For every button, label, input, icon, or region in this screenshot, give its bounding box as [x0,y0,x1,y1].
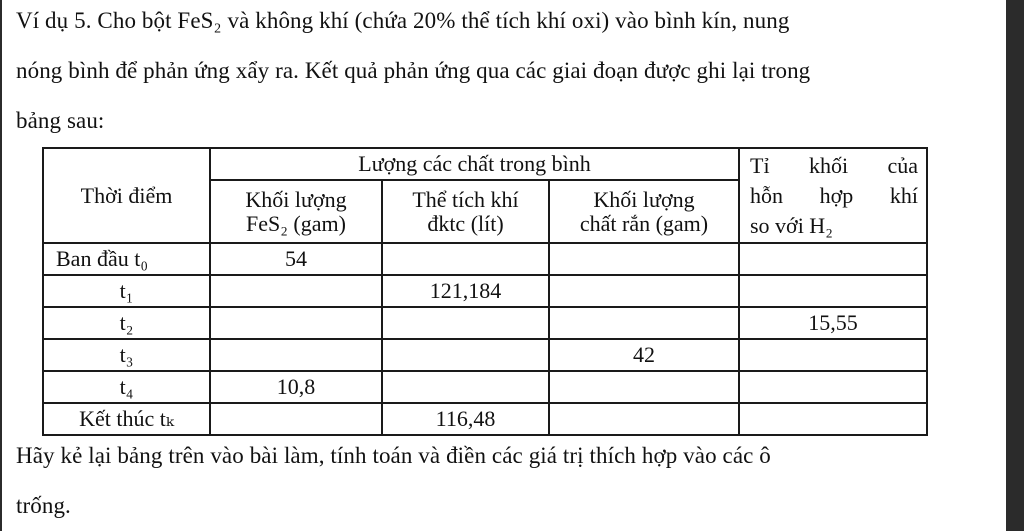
cell-fes2: 54 [210,243,382,275]
table-row [43,307,927,339]
cell-solid: 42 [549,339,739,371]
cell-solid [549,371,739,403]
cell-fes2 [210,307,382,339]
cell-fes2 [210,275,382,307]
cell-time: t₂ [43,307,210,339]
header-ratio-line-3: so với H₂ [750,213,833,238]
header-fes2-mass [210,180,382,243]
header-group: Lượng các chất trong bình [210,148,739,180]
cell-solid [549,307,739,339]
intro-line-3: bảng sau: [16,108,105,133]
header-fes2-line-1: Khối lượng [245,186,347,212]
header-ratio-word: của [887,153,918,178]
header-solid-line-2: chất rắn (gam) [579,210,709,236]
cell-solid [549,275,739,307]
cell-fes2 [210,339,382,371]
intro-line-1: Ví dụ 5. Cho bột FeS₂ và không khí (chứa 20% thể tích khí oxi) vào bình kín, nung [16,8,790,33]
cell-time: Kết thúc tₖ [43,403,210,435]
header-gas-line-1: Thể tích khí [412,186,519,212]
header-ratio-word: khối [808,153,849,178]
cell-ratio: 15,55 [739,307,927,339]
header-gas-line-2: đktc (lít) [427,210,504,236]
cell-gas: 116,48 [382,403,549,435]
cell-gas [382,307,549,339]
table-row [43,243,927,275]
cell-time: t₃ [43,339,210,371]
header-solid-line-1: Khối lượng [593,186,695,212]
outro-line-2: trống. [16,493,71,518]
header-ratio-word: Tỉ [750,153,770,178]
header-ratio-word: hỗn [750,183,783,208]
header-fes2-line-2: FeS₂ (gam) [246,210,346,236]
cell-ratio [739,339,927,371]
cell-gas: 121,184 [382,275,549,307]
header-ratio [739,148,927,243]
table-row [43,339,927,371]
header-ratio-line-2 [750,181,918,211]
header-gas-volume [382,180,549,243]
cell-time: Ban đầu t₀ [43,243,210,275]
table-row [43,275,927,307]
cell-ratio [739,243,927,275]
cell-fes2: 10,8 [210,371,382,403]
header-ratio-word: khí [889,183,918,208]
outro-line-1: Hãy kẻ lại bảng trên vào bài làm, tính toán và điền các giá trị thích hợp vào các ô [16,443,771,468]
intro-line-2: nóng bình để phản ứng xẩy ra. Kết quả phản ứng qua các giai đoạn được ghi lại trong [16,58,811,83]
document-page [2,0,1006,531]
cell-ratio [739,275,927,307]
cell-time: t₁ [43,275,210,307]
header-solid-mass [549,180,739,243]
cell-solid [549,243,739,275]
results-table [42,147,928,436]
header-time: Thời điểm [43,148,210,243]
cell-gas [382,243,549,275]
cell-gas [382,371,549,403]
cell-time: t₄ [43,371,210,403]
table-header-row [43,148,927,180]
table-row [43,371,927,403]
header-ratio-line-1 [750,151,918,181]
header-ratio-word: hợp [819,183,854,208]
cell-ratio [739,371,927,403]
cell-gas [382,339,549,371]
